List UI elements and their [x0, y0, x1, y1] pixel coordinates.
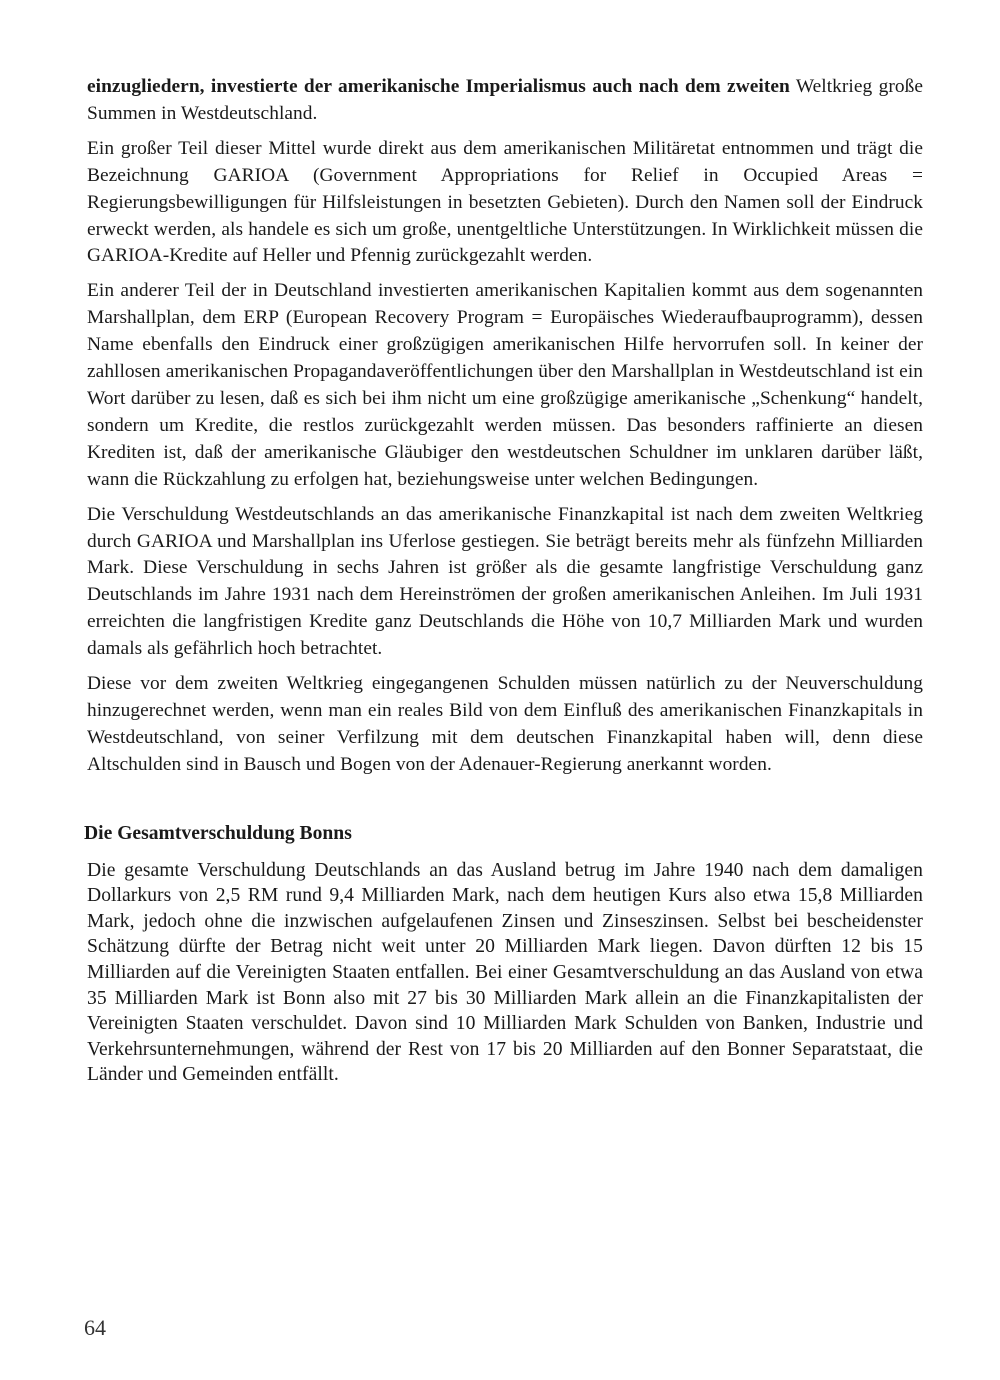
paragraph-2: Ein großer Teil dieser Mittel wurde direkt aus dem amerikanischen Militäretat entnommen und trägt die Bezeichnung GARIOA (Government Appropriations for Relief in Occupied Areas = Regierungsbewilligungen für Hilfsleistungen in besetzten Gebieten). Durch den Namen soll der Eindruck erweckt werden, als handele es sich um große, unentgeltliche Unterstützungen. In Wirklichkeit müssen die GARIOA-Kredite auf Heller und Pfennig zurückgezahlt werden. [87, 137, 923, 267]
page-number: 64 [84, 1315, 106, 1340]
paragraph-5: Diese vor dem zweiten Weltkrieg eingegangenen Schulden müssen natürlich zu der Neuverschuldung hinzugerechnet werden, wenn man ein reales Bild von dem Einfluß des amerikanischen Finanzkapitals in Westdeutschland, von seiner Verfilzung mit dem deutschen Finanzkapital haben will, denn diese Altschulden sind in Bausch und Bogen von der Adenauer-Regierung anerkannt worden. [87, 673, 923, 775]
section-heading: Die Gesamtverschuldung Bonns [84, 822, 352, 844]
paragraph-3: Ein anderer Teil der in Deutschland investierten amerikanischen Kapitalien kommt aus dem sogenannten Marshallplan, dem ERP (European Recovery Program = Europäisches Wiederaufbauprogramm), dessen Name ebenfalls den Eindruck einer großzügigen amerikanischen Hilfe hervorrufen soll. In keiner der zahllosen amerikanischen Propagandaveröffentlichungen über den Marshallplan in Westdeutschland ist ein Wort darüber zu lesen, daß es sich bei ihm nicht um eine großzügige amerikanische „Schenkung“ handelt, sondern um Kredite, die restlos zurückgezahlt werden müssen. Das besonders raffinierte an diesen Krediten ist, daß der amerikanische Gläubiger den westdeutschen Schuldner im unklaren darüber läßt, wann die Rückzahlung zu erfolgen hat, beziehungsweise unter welchen Bedingungen. [87, 280, 923, 490]
paragraph-4: Die Verschuldung Westdeutschlands an das amerikanische Finanzkapital ist nach dem zweiten Weltkrieg durch GARIOA und Marshallplan ins Uferlose gestiegen. Sie beträgt bereits mehr als fünfzehn Milliarden Mark. Diese Verschuldung in sechs Jahren ist größer als die gesamte langfristige Verschuldung ganz Deutschlands im Jahre 1931 nach dem Hereinströmen der großen amerikanischen Anleihen. Im Juli 1931 erreichten die langfristigen Kredite ganz Deutschlands die Höhe von 10,7 Milliarden Mark und wurden damals als gefährlich hoch betrachtet. [87, 503, 923, 660]
paragraph-1-lead: einzugliedern, investierte der amerikanische Imperialismus auch nach dem zweiten [87, 76, 790, 97]
page-body [84, 74, 924, 1096]
section-paragraph: Die gesamte Verschuldung Deutschlands an das Ausland betrug im Jahre 1940 nach dem damaligen Dollarkurs von 2,5 RM rund 9,4 Milliarden Mark, nach dem heutigen Kurs also etwa 15,8 Milliarden Mark, jedoch ohne die inzwischen aufgelaufenen Zinsen und Zinseszinsen. Selbst bei bescheidenster Schätzung dürfte der Betrag nicht weit unter 20 Milliarden Mark liegen. Davon dürften 12 bis 15 Milliarden auf die Vereinigten Staaten entfallen. Bei einer Gesamtverschuldung an das Ausland von etwa 35 Milliarden Mark ist Bonn also mit 27 bis 30 Milliarden Mark allein an die Finanzkapitalisten der Vereinigten Staaten verschuldet. Davon sind 10 Milliarden Mark Schulden von Banken, Industrie und Verkehrsunternehmungen, während der Rest von 17 bis 20 Milliarden auf den Bonner Separatstaat, die Länder und Gemeinden entfällt. [87, 859, 923, 1086]
paragraph-1 [87, 74, 923, 128]
paragraph-1-text: Weltkrieg große Summen in Westdeutschland. [87, 76, 924, 124]
